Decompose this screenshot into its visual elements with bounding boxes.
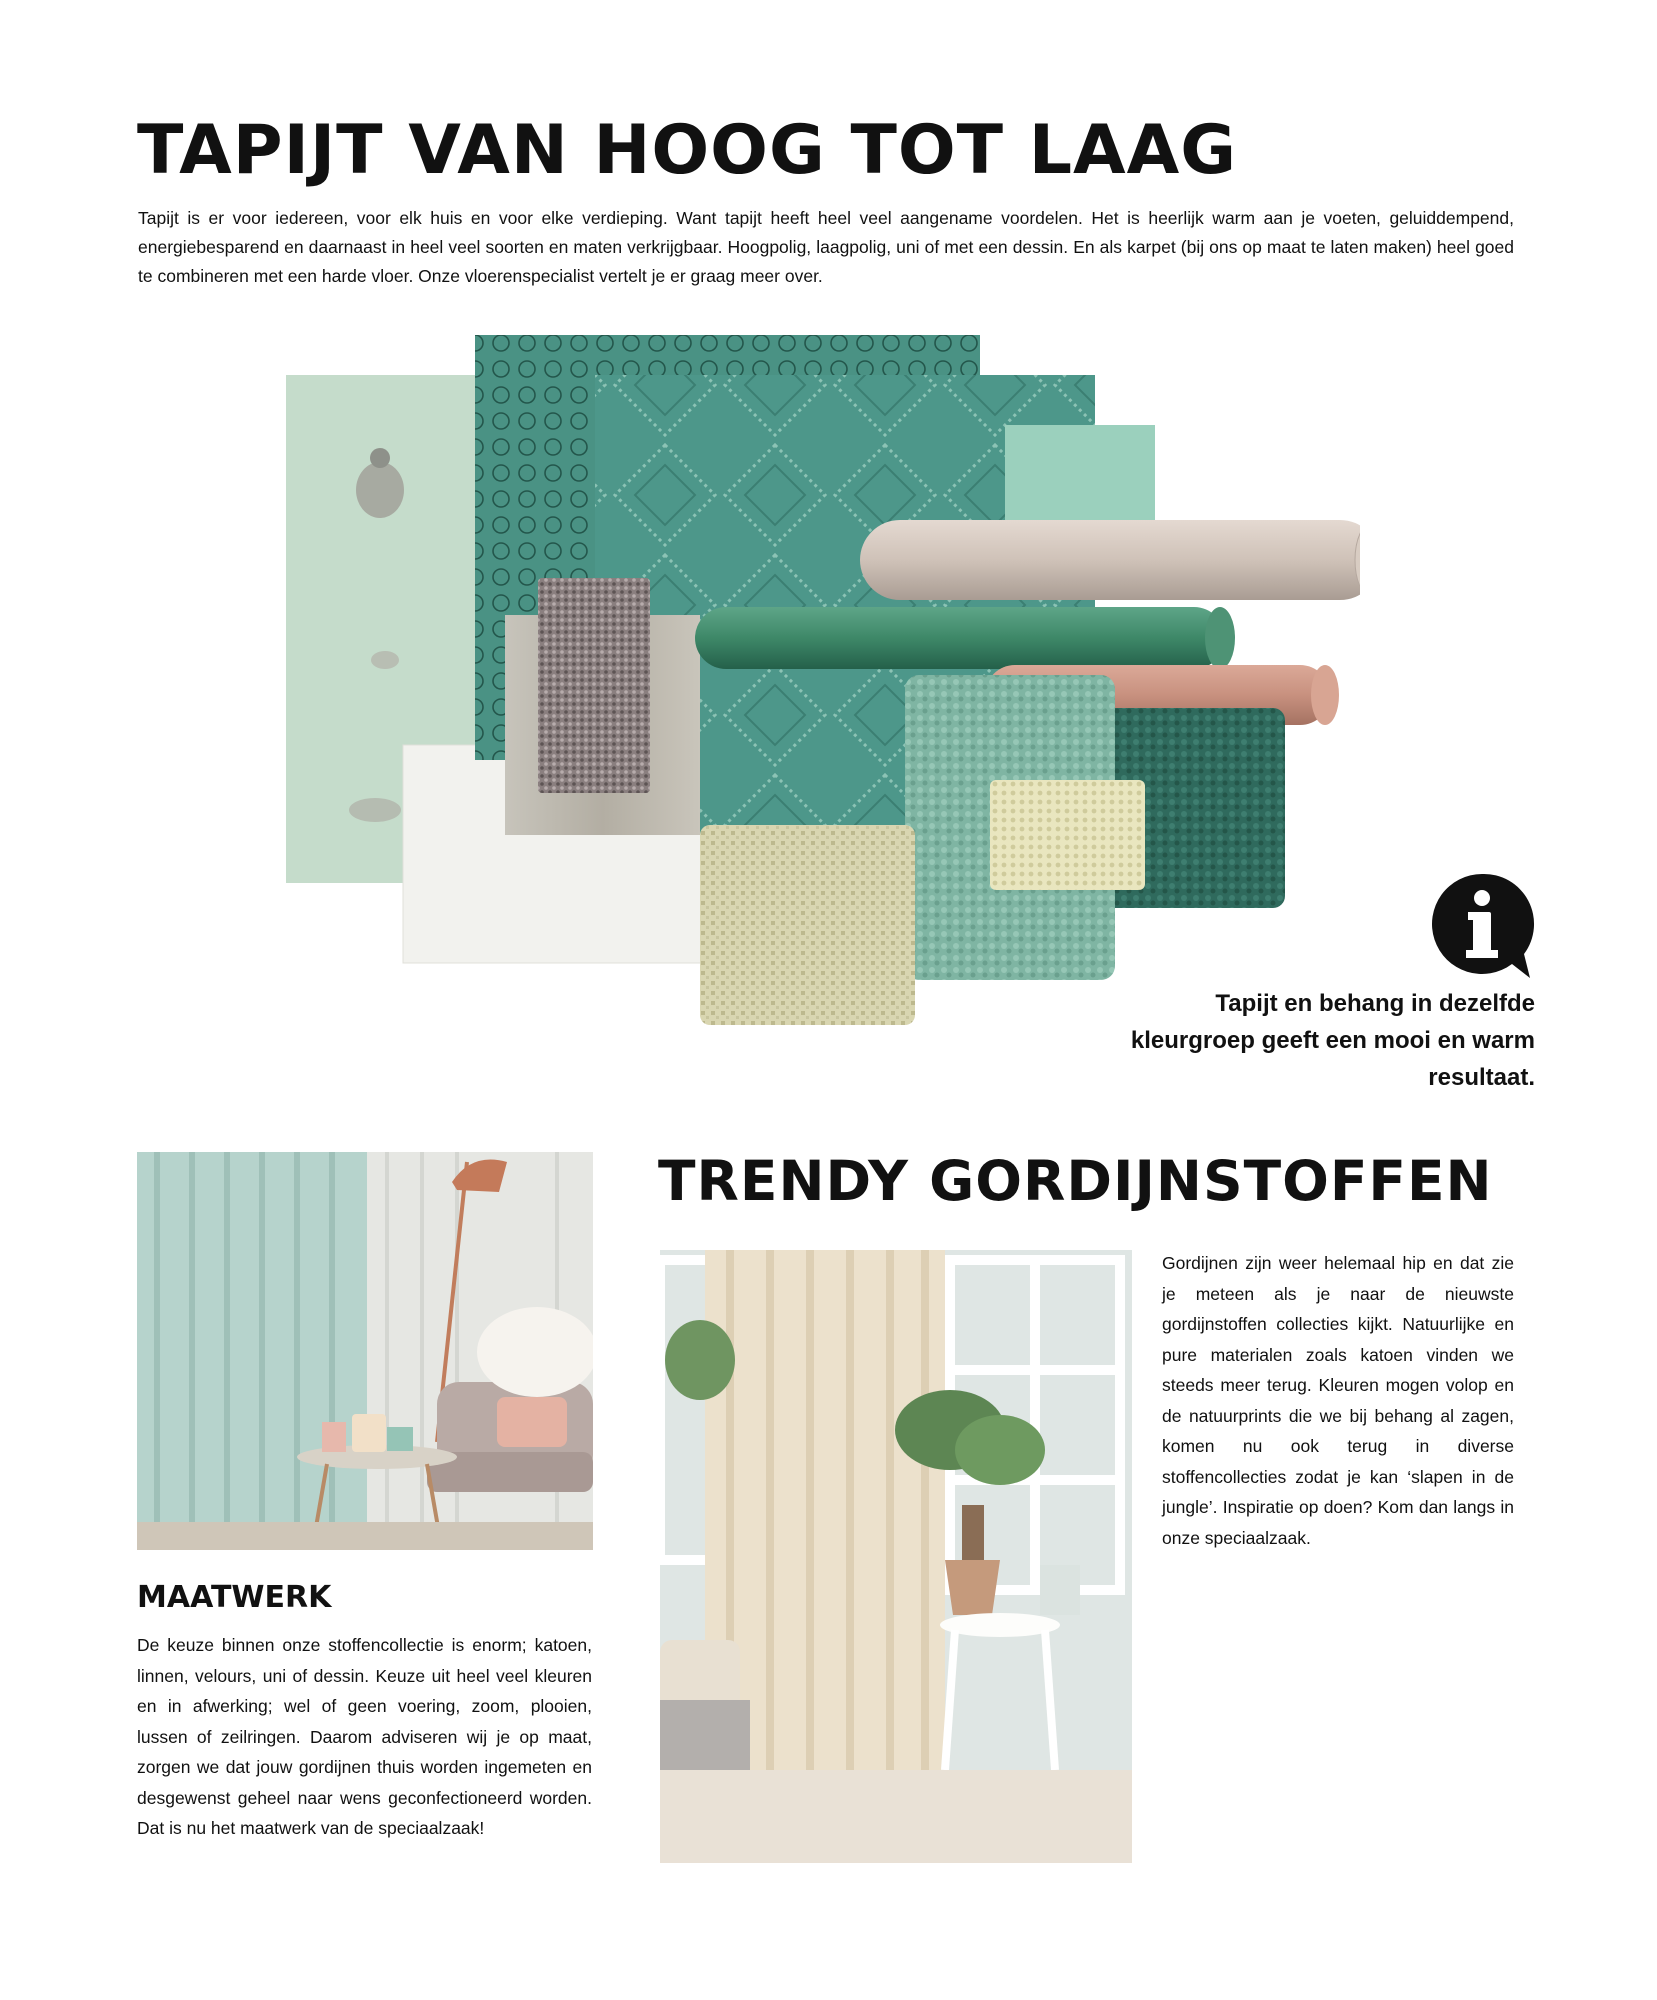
info-callout-text: Tapijt en behang in dezelfde kleurgroep geeft een mooi en warm resultaat. — [1130, 990, 1535, 1091]
section-title-maatwerk: MAATWERK — [137, 1580, 332, 1615]
page-title: TAPIJT VAN HOOG TOT LAAG — [137, 111, 1238, 190]
section-title-gordijnstoffen: TRENDY GORDIJNSTOFFEN — [658, 1149, 1493, 1213]
carpet-wallpaper-moodboard — [280, 330, 1360, 1040]
living-room-curtain-photo — [137, 1152, 593, 1550]
gordijnstoffen-paragraph: Gordijnen zijn weer helemaal hip en dat zie je meteen als je naar de nieuwste gordijnstoffen collecties kijkt. Natuurlijke en pure materialen zoals katoen vinden we steeds meer terug. Kleuren mogen volop en de natuurprints die we bij behang al zagen, komen nu ook terug in diverse stoffencollecties zodat je kan ‘slapen in de jungle’. Inspiratie op doen? Kom dan langs in onze speciaalzaak. — [1162, 1253, 1514, 1548]
moodboard-image — [280, 330, 1360, 1040]
maatwerk-paragraph: De keuze binnen onze stoffencollectie is enorm; katoen, linnen, velours, uni of dessin. Keuze uit heel veel kleuren en in afwerking; wel of geen voering, zoom, plooien, lussen of zeilringen. Daarom adviseren wij je op maat, zorgen we dat jouw gordijnen thuis worden ingemeten en desgewenst geheel naar wens geconfectioneerd worden. Dat is nu het maatwerk van de speciaalzaak! — [137, 1635, 592, 1838]
window-curtain-photo — [660, 1250, 1132, 1863]
info-speech-bubble-icon — [1428, 870, 1536, 982]
intro-paragraph: Tapijt is er voor iedereen, voor elk huis en voor elke verdieping. Want tapijt heeft heel veel aangename voordelen. Het is heerlijk warm aan je voeten, geluiddempend, energiebesparend en daarnaast in heel veel soorten en maten verkrijgbaar. Hoogpolig, laagpolig, uni of met een dessin. En als karpet (bij ons op maat te laten maken) heel goed te combineren met een harde vloer. Onze vloerenspecialist vertelt je er graag meer over. — [138, 208, 1514, 286]
